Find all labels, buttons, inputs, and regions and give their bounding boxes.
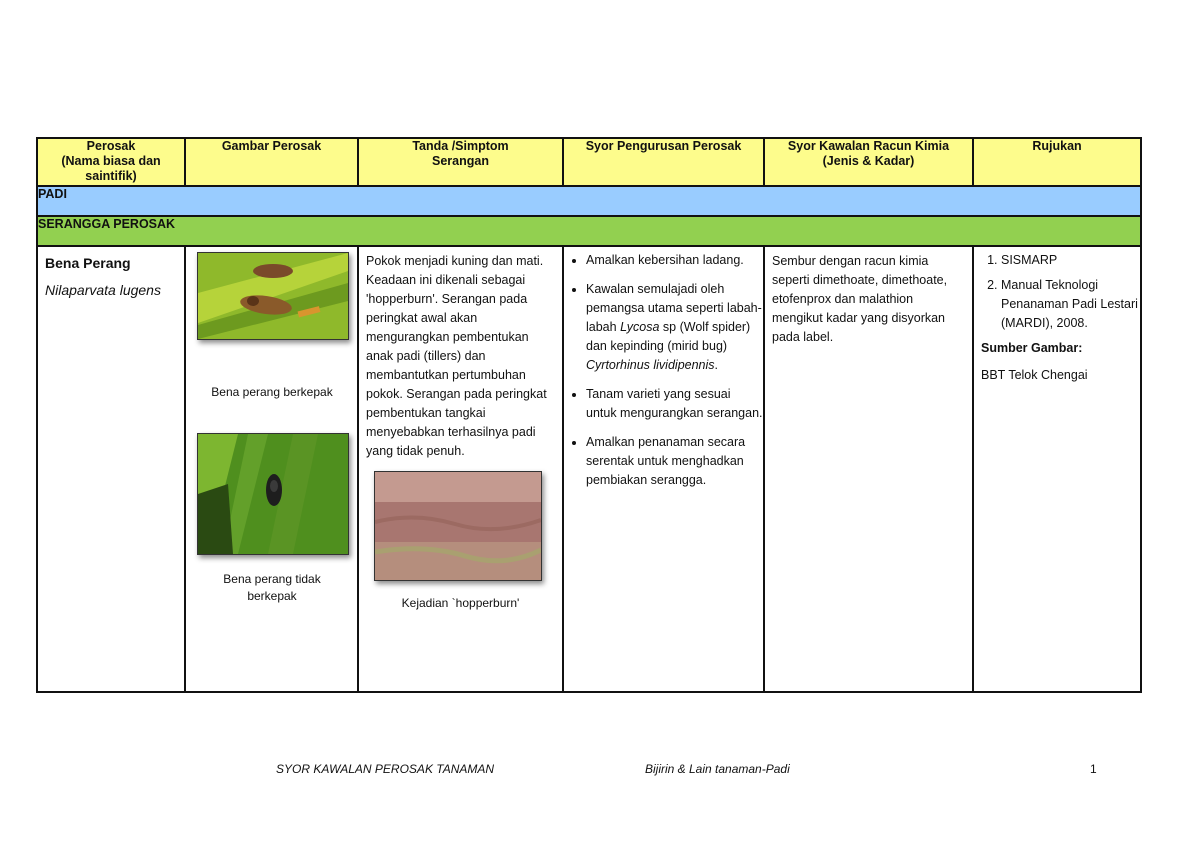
header-syor-kawalan	[764, 138, 973, 186]
header-rujukan: Rujukan	[973, 138, 1141, 186]
management-item-italic: Cyrtorhinus lividipennis	[586, 358, 715, 372]
header-perosak-text: Perosak (Nama biasa dan saintifik)	[61, 139, 161, 183]
symptoms-text: Pokok menjadi kuning dan mati. Keadaan ini dikenali sebagai 'hopperburn'. Serangan pada peringkat awal akan mengurangkan pembentukan anak padi (tillers) dan membantutkan pertumbuhan pokok. Serangan pada peringkat pembentukan tangkai menyebabkan terhasilnya padi yang tidak penuh.	[366, 254, 547, 458]
references-list	[974, 251, 1140, 333]
management-item: • Amalkan penanaman secara serentak untuk menghadkan pembiakan serangga.	[586, 433, 763, 490]
winged-hopper-caption: Bena perang berkepak	[211, 385, 333, 399]
winged-hopper-photo	[197, 252, 349, 340]
pest-row	[37, 246, 1141, 692]
chemical-cell	[764, 246, 973, 692]
management-item	[586, 280, 763, 375]
subsection-row	[37, 216, 1141, 246]
header-tanda-text: Tanda /Simptom Serangan	[412, 139, 509, 168]
image-source-label: Sumber Gambar:	[981, 341, 1083, 355]
management-list	[564, 251, 763, 490]
header-perosak	[37, 138, 185, 186]
image-source-value: BBT Telok Chengai	[981, 368, 1088, 382]
management-item: • Amalkan kebersihan ladang.	[586, 251, 763, 270]
references-cell	[973, 246, 1141, 692]
subsection-serangga: SERANGGA PEROSAK	[37, 216, 1141, 246]
management-item-text: .	[714, 358, 719, 372]
hopperburn-caption: Kejadian `hopperburn'	[401, 596, 520, 610]
header-tanda	[358, 138, 563, 186]
header-gambar: Gambar Perosak	[185, 138, 358, 186]
section-row	[37, 186, 1141, 216]
pest-scientific-name: Nilaparvata lugens	[45, 282, 161, 298]
wingless-hopper-photo	[197, 433, 349, 555]
section-padi: PADI	[37, 186, 1141, 216]
chemical-text: Sembur dengan racun kimia seperti dimethoate, dimethoate, etofenprox dan malathion mengikut kadar yang disyorkan pada label.	[772, 254, 948, 344]
management-item-text: sp (Wolf spider) dan kepinding (mirid bug)	[586, 320, 751, 353]
management-item: • Tanam varieti yang sesuai untuk mengurangkan serangan.	[586, 385, 763, 423]
wingless-hopper-caption: Bena perang tidak berkepak	[223, 572, 321, 603]
pest-images-cell	[185, 246, 358, 692]
footer-left: SYOR KAWALAN PEROSAK TANAMAN	[276, 762, 495, 776]
reference-item: 1. SISMARP	[1001, 251, 1140, 270]
symptoms-cell	[358, 246, 563, 692]
footer-center: Bijirin & Lain tanaman-Padi	[645, 762, 790, 776]
hopperburn-photo	[374, 471, 542, 581]
pest-name-cell	[37, 246, 185, 692]
header-syor-kawalan-text: Syor Kawalan Racun Kimia (Jenis & Kadar)	[787, 139, 950, 168]
reference-item: 2. Manual Teknologi Penanaman Padi Lestari (MARDI), 2008.	[1001, 276, 1140, 333]
management-item-text: Kawalan semulajadi oleh pemangsa utama seperti labah-labah	[586, 282, 762, 334]
pest-table	[36, 137, 1142, 693]
header-row	[37, 138, 1141, 186]
page-number: 1	[1090, 762, 1097, 776]
management-cell	[563, 246, 764, 692]
pest-common-name: Bena Perang	[45, 255, 131, 271]
header-syor-pengurusan: Syor Pengurusan Perosak	[563, 138, 764, 186]
management-item-italic: Lycosa	[620, 320, 660, 334]
